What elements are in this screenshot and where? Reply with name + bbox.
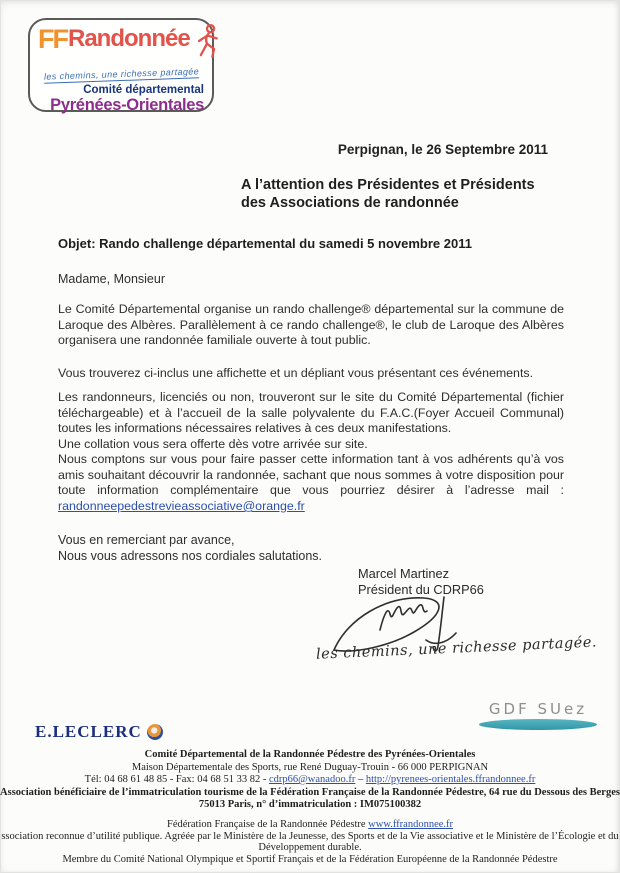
logo-department-text: Pyrénées-Orientales <box>50 96 204 114</box>
logo-committee-text: Comité départemental <box>83 84 204 96</box>
leclerc-logo <box>35 722 163 742</box>
footer-association-line: Association bénéficiaire de l’immatriculation tourisme de la Fédération Française de la Randonnée Pédestre, 64 rue du Dessous des Berges <box>0 786 620 798</box>
leclerc-wordmark: E.LECLERC <box>35 722 142 741</box>
footer-separator: – <box>355 774 366 785</box>
contact-email-link[interactable]: randonneepedestrevieassociative@orange.fr <box>58 499 305 513</box>
paragraph-4 <box>58 452 564 499</box>
footer-registration-line: 75013 Paris, n° d’immatriculation : IM075100382 <box>198 799 422 810</box>
logo-ff-text: FF <box>38 24 67 54</box>
attention-block <box>241 176 535 212</box>
closing-line-1: Vous en remerciant par avance, <box>58 533 235 547</box>
footer-contacts <box>0 774 620 787</box>
footer-federation-block <box>0 819 620 865</box>
footer-email-link[interactable]: cdrp66@wanadoo.fr <box>268 774 356 785</box>
gdf-suez-wordmark: GDF SUez <box>488 700 588 718</box>
gdf-suez-logo <box>476 700 600 730</box>
paragraph-3-main: Les randonneurs, licenciés ou non, trouveront sur le site du Comité Départemental (fichier téléchargeable) et à l’accueil de la salle polyvalente du F.A.C.(Foyer Accueil Communal) toutes les informations nécessaires relatives à ces deux manifestations. <box>58 390 564 435</box>
footer-address: Maison Départementale des Sports, rue René Duguay-Trouin - 66 000 PERPIGNAN <box>131 761 489 773</box>
footer-org-name: Comité Départemental de la Randonnée Pédestre des Pyrénées-Orientales <box>144 749 476 760</box>
signer-name: Marcel Martinez <box>358 566 450 581</box>
development-line: Développement durable. <box>258 842 362 853</box>
federation-line <box>0 819 620 831</box>
city-date-line: Perpignan, le 26 Septembre 2011 <box>337 142 548 157</box>
paragraph-2: Vous trouverez ci-inclus une affichette et un dépliant vous présentant ces événements. <box>58 366 534 380</box>
signer-title: Président du CDRP66 <box>358 582 484 597</box>
salutation: Madame, Monsieur <box>58 272 165 286</box>
recognized-utility-line: ssociation reconnue d’utilité publique. Agréée par le Ministère de la Jeunesse, des Sports et de la Vie associative et le Ministère de l’Écologie et du <box>1 830 619 842</box>
federation-website-link[interactable]: www.ffrandonnee.fr <box>368 819 454 830</box>
gdf-suez-swoosh-icon <box>479 719 597 730</box>
handwritten-tagline: les chemins, une richesse partagée. <box>315 634 598 663</box>
footer-tel-fax: Tél: 04 68 61 48 85 - Fax: 04 68 51 33 82 - <box>84 774 269 785</box>
logo-randonnee-text: Randonnée <box>68 25 190 52</box>
logo-wordmark <box>38 26 204 64</box>
subject-line: Objet: Rando challenge départemental du samedi 5 novembre 2011 <box>58 236 472 251</box>
paragraph-3 <box>58 390 564 452</box>
logo-tagline: les chemins, une richesse partagée <box>43 66 200 82</box>
paragraph-3-collation: Une collation vous sera offerte dès votre arrivée sur site. <box>58 436 368 451</box>
hiker-icon <box>192 23 222 64</box>
attention-line-2: des Associations de randonnée <box>241 195 459 211</box>
attention-line-1: A l’attention des Présidentes et Présidents <box>241 177 535 193</box>
contact-email-line <box>58 499 305 513</box>
ffrandonnee-logo <box>28 18 214 112</box>
paragraph-4-line-3: toute information complémentaire que vous pourriez désirer à l’adresse mail : <box>58 483 564 497</box>
closing-line-2: Nous vous adressons nos cordiales salutations. <box>58 549 323 563</box>
footer-website-link[interactable]: http://pyrenees-orientales.ffrandonnee.fr <box>365 774 536 785</box>
footer-committee-block <box>0 749 620 812</box>
federation-name: Fédération Française de la Randonnée Pédestre <box>166 819 369 830</box>
closing-block <box>58 532 322 564</box>
olympic-member-line: Membre du Comité National Olympique et Sportif Français et de la Fédération Européenne de la Randonnée Pédestre <box>62 853 558 865</box>
paragraph-4-line-1: Nous comptons sur vous pour faire passer cette information tant à vos adhérents qu’à vos <box>58 452 564 466</box>
paragraph-1: Le Comité Départemental organise un rando challenge® départemental sur la commune de Laroque des Albères. Parallèlement à ce rando challenge®, le club de Laroque des Albères organisera une randonnée familiale ouverte à tout public. <box>58 302 564 347</box>
leclerc-badge-icon <box>147 724 163 740</box>
paragraph-4-line-2: amis souhaitant découvrir la randonnée, sachant que nous sommes à votre disposition pour <box>58 467 564 482</box>
